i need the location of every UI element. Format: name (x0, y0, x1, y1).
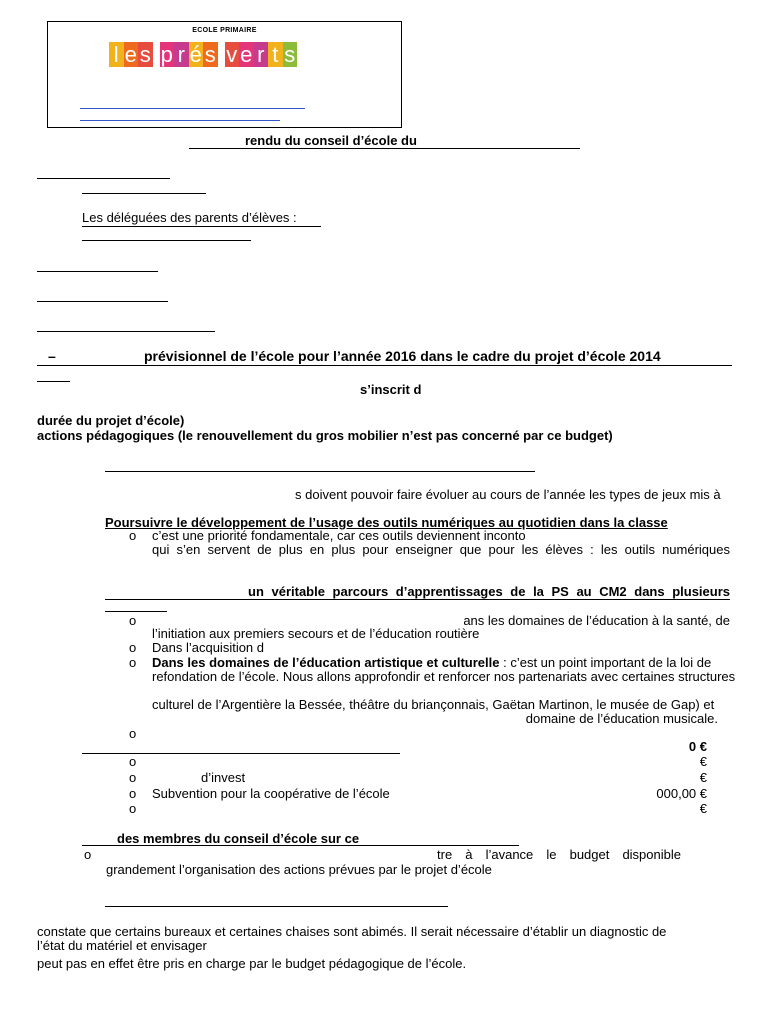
mobilier-line1: constate que certains bureaux et certaines chaises sont abimés. Il serait nécessaire d’établir un diagnostic de (37, 924, 667, 939)
mobilier-line3: peut pas en effet être pris en charge par le budget pédagogique de l’école. (37, 956, 467, 971)
numeriques-line2: qui s’en servent de plus en plus pour enseigner que pour les élèves : les outils numériques (152, 542, 730, 557)
budget-amount: € (699, 801, 707, 816)
budget-row-label: Subvention pour la coopérative de l’école (152, 786, 390, 801)
bullet: o (129, 613, 137, 628)
bullet: o (129, 754, 137, 769)
bullet: o (129, 786, 137, 801)
title-underline (189, 148, 580, 149)
delegates-label: Les déléguées des parents d’élèves : (82, 210, 297, 225)
parcours-heading: un véritable parcours d’apprentissages de la PS au CM2 dans plusieurs (248, 584, 730, 599)
parcours-item3b: refondation de l’école. Nous allons approfondir et renforcer nos partenariats avec certaines structures (152, 669, 736, 684)
logo-letter-tile: e (240, 42, 253, 67)
heading-underline (105, 611, 167, 612)
parcours-item2: Dans l’acquisition d (152, 640, 265, 655)
blank-line (82, 193, 206, 194)
blank-line (37, 178, 170, 179)
bullet: o (129, 801, 137, 816)
heading-underline (82, 845, 519, 846)
inscrit-text: s’inscrit d (360, 382, 422, 397)
heading-dash: – (48, 348, 56, 364)
heading-underline (37, 381, 70, 382)
school-logo (109, 42, 297, 67)
bullet: o (129, 655, 137, 670)
parcours-item3c: culturel de l’Argentière la Bessée, théâtre du briançonnais, Gaëtan Martinon, le musée de Gap) et (152, 697, 715, 712)
logo-letter-tile: v (226, 42, 238, 67)
conseil-heading: des membres du conseil d’école sur ce (117, 831, 360, 846)
logo-gap (218, 42, 225, 67)
budget-amount: 000,00 € (656, 786, 707, 801)
logo-letter-tile: s (139, 42, 151, 67)
logo-letter-tile: p (160, 42, 173, 67)
blank-line (82, 240, 251, 241)
parcours-item1b: l’initiation aux premiers secours et de l’éducation routière (152, 626, 480, 641)
blank-line (37, 271, 158, 272)
mobilier-line2: l’état du matériel et envisager (37, 938, 207, 953)
school-label: ECOLE PRIMAIRE (192, 27, 257, 34)
heading-underline (105, 599, 730, 600)
actions-text: actions pédagogiques (le renouvellement du gros mobilier n’est pas concerné par ce budget) (37, 428, 613, 443)
logo-letter-tile: e (124, 42, 137, 67)
blank-line (37, 301, 168, 302)
blank-line (105, 471, 535, 472)
parcours-item3-bold: Dans les domaines de l’éducation artistique et culturelle (152, 655, 500, 670)
bullet: o (129, 640, 137, 655)
duree-text: durée du projet d’école) (37, 413, 185, 428)
parcours-item3-rest: : c’est un point important de la loi de (499, 655, 712, 670)
budget-heading: prévisionnel de l’école pour l’année 2016 dans le cadre du projet d’école 2014 (144, 348, 661, 364)
jeux-line: s doivent pouvoir faire évoluer au cours de l’année les types de jeux mis à (295, 487, 721, 502)
conseil-line1: tre à l’avance le budget disponible (437, 847, 681, 862)
logo-gap (153, 42, 160, 67)
logo-letter-tile: é (189, 42, 202, 67)
budget-total: 0 € (688, 739, 707, 754)
bullet: o (129, 770, 137, 785)
page-title: rendu du conseil d’école du (245, 133, 417, 148)
parcours-item1a: ans les domaines de l’éducation à la santé, de (463, 613, 730, 628)
numeriques-line1: c’est une priorité fondamentale, car ces outils deviennent inconto (152, 528, 526, 543)
budget-row-label: d’invest (201, 770, 246, 785)
link-underline[interactable] (80, 120, 280, 121)
bullet: o (84, 847, 92, 862)
bullet: o (129, 528, 137, 543)
budget-amount: € (699, 754, 707, 769)
logo-letter-tile: l (109, 42, 124, 67)
logo-letter-tile: s (204, 42, 216, 67)
parcours-item3d: domaine de l’éducation musicale. (525, 711, 718, 726)
logo-letter-tile: s (284, 42, 296, 67)
link-underline[interactable] (80, 108, 305, 109)
bullet: o (129, 726, 137, 741)
logo-letter-tile: t (268, 42, 283, 67)
numeriques-heading: Poursuivre le développement de l’usage des outils numériques au quotidien dans la classe (105, 515, 668, 530)
blank-line (82, 226, 321, 227)
logo-letter-tile: r (254, 42, 269, 67)
heading-underline (37, 365, 732, 366)
parcours-item3 (152, 655, 730, 670)
blank-line (37, 331, 215, 332)
blank-line (105, 906, 448, 907)
school-logo-box (47, 21, 402, 128)
logo-letter-tile: r (174, 42, 189, 67)
budget-amount: € (699, 770, 707, 785)
conseil-line2: grandement l’organisation des actions prévues par le projet d’école (106, 862, 492, 877)
